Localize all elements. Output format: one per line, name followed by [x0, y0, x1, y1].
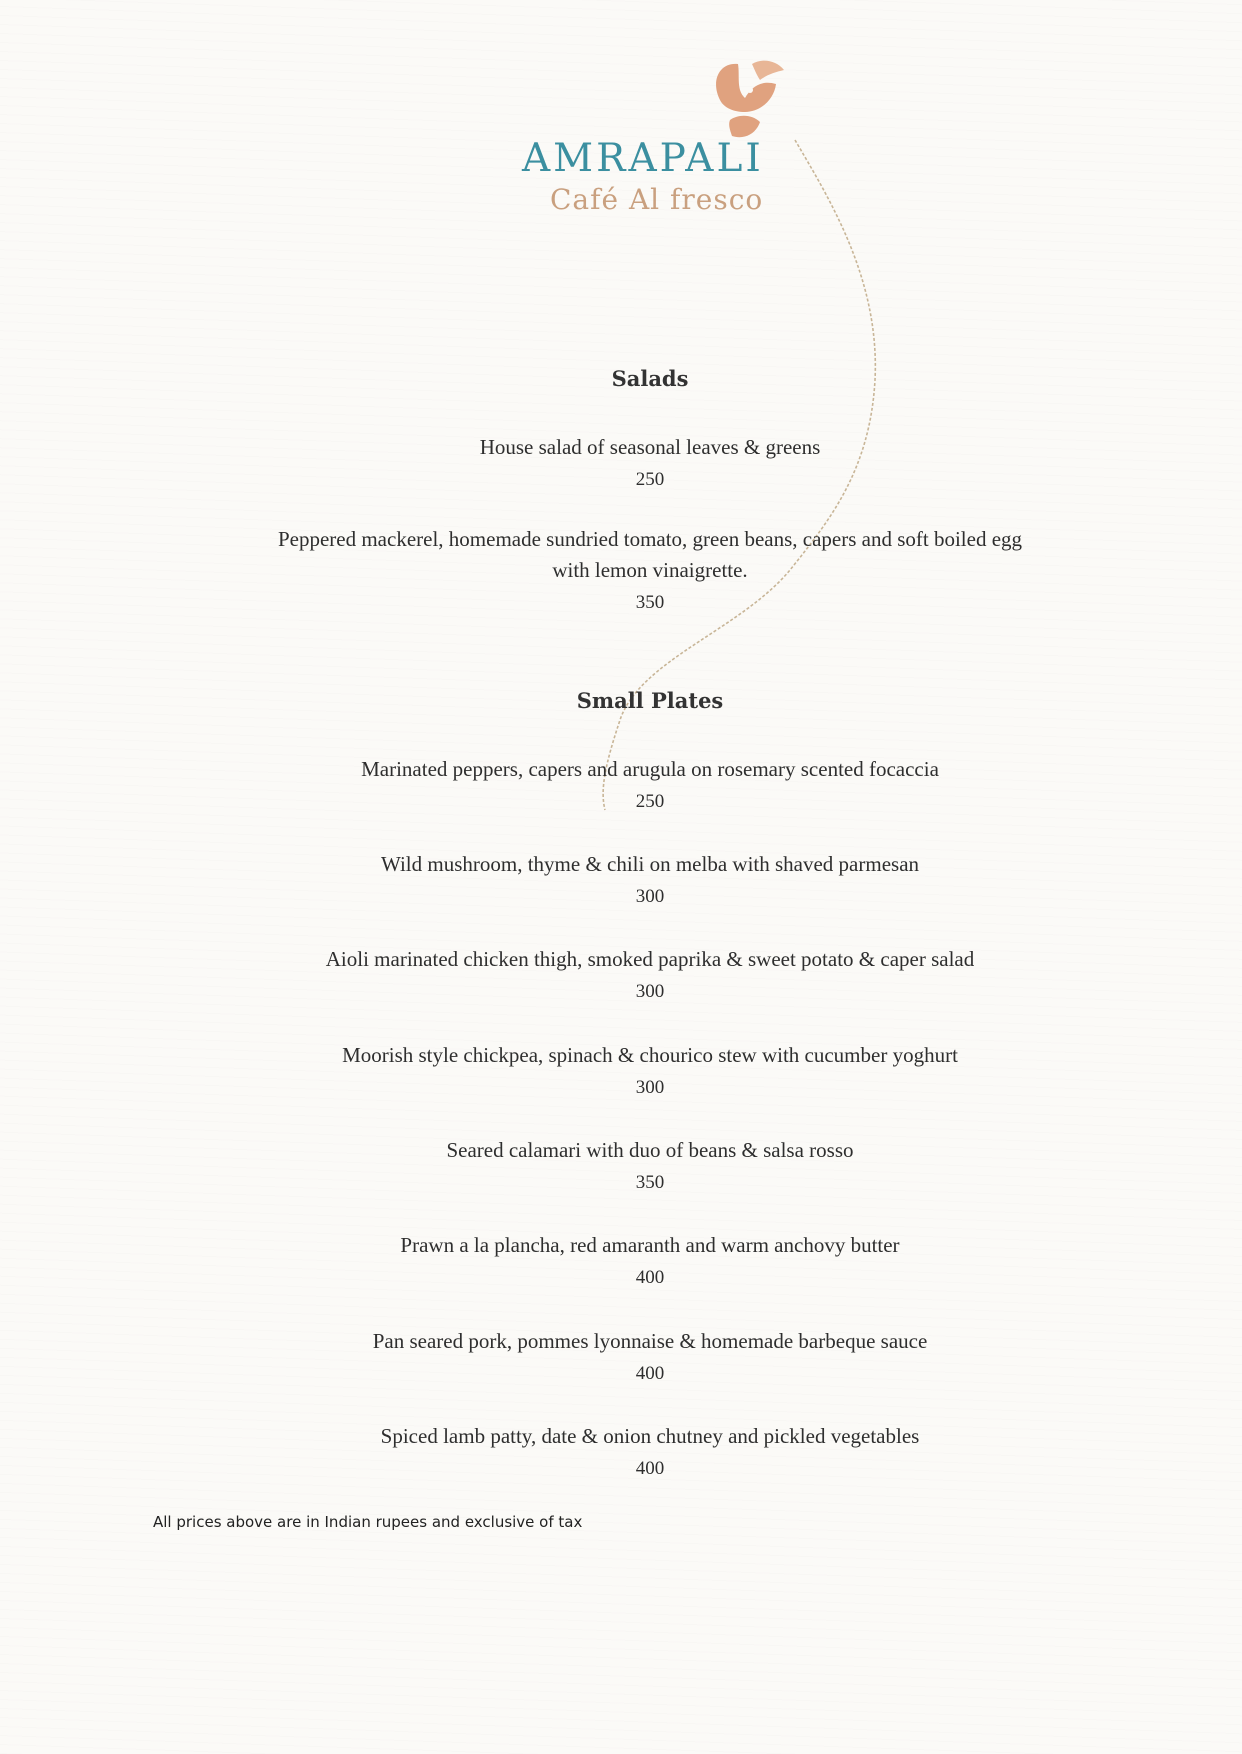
- item-price: 400: [635, 1363, 665, 1384]
- item-price: 250: [635, 469, 665, 490]
- item-description: Moorish style chickpea, spinach & chourico stew with cucumber yoghurt: [342, 1043, 958, 1067]
- menu-item: [0, 1135, 1242, 1198]
- item-description: Marinated peppers, capers and arugula on rosemary scented focaccia: [361, 757, 939, 781]
- item-description: Peppered mackerel, homemade sundried tomato, green beans, capers and soft boiled egg with lemon vinaigrette.: [277, 527, 1023, 582]
- item-description: Pan seared pork, pommes lyonnaise & homemade barbeque sauce: [372, 1329, 928, 1353]
- menu-item: [0, 524, 1242, 618]
- menu-item: [0, 1230, 1242, 1293]
- item-description: House salad of seasonal leaves & greens: [479, 435, 821, 459]
- item-price: 300: [635, 1077, 665, 1098]
- item-description: Seared calamari with duo of beans & salsa rosso: [446, 1138, 854, 1162]
- menu-item: [0, 1040, 1242, 1103]
- menu-item: [0, 1421, 1242, 1484]
- item-price: 350: [635, 1172, 665, 1193]
- item-price: 250: [635, 791, 665, 812]
- menu-item: [0, 944, 1242, 1007]
- logo: [500, 40, 820, 220]
- menu-item: [0, 1326, 1242, 1389]
- menu-item: [0, 849, 1242, 912]
- item-price: 400: [635, 1267, 665, 1288]
- item-price: 400: [635, 1458, 665, 1479]
- section-title-small-plates: Small Plates: [576, 688, 724, 713]
- price-footnote: All prices above are in Indian rupees and exclusive of tax: [153, 1513, 583, 1531]
- item-description: Prawn a la plancha, red amaranth and warm anchovy butter: [400, 1233, 900, 1257]
- item-price: 350: [635, 592, 665, 613]
- menu-item: [0, 432, 1242, 495]
- item-price: 300: [635, 886, 665, 907]
- item-description: Wild mushroom, thyme & chili on melba with shaved parmesan: [380, 852, 920, 876]
- brand-name: AMRAPALI: [522, 136, 764, 181]
- item-price: 300: [635, 981, 665, 1002]
- menu-item: [0, 754, 1242, 817]
- brand-subtitle: Café Al fresco: [550, 183, 764, 216]
- item-description: Aioli marinated chicken thigh, smoked paprika & sweet potato & caper salad: [325, 947, 975, 971]
- section-title-salads: Salads: [611, 366, 689, 391]
- item-description: Spiced lamb patty, date & onion chutney and pickled vegetables: [380, 1424, 920, 1448]
